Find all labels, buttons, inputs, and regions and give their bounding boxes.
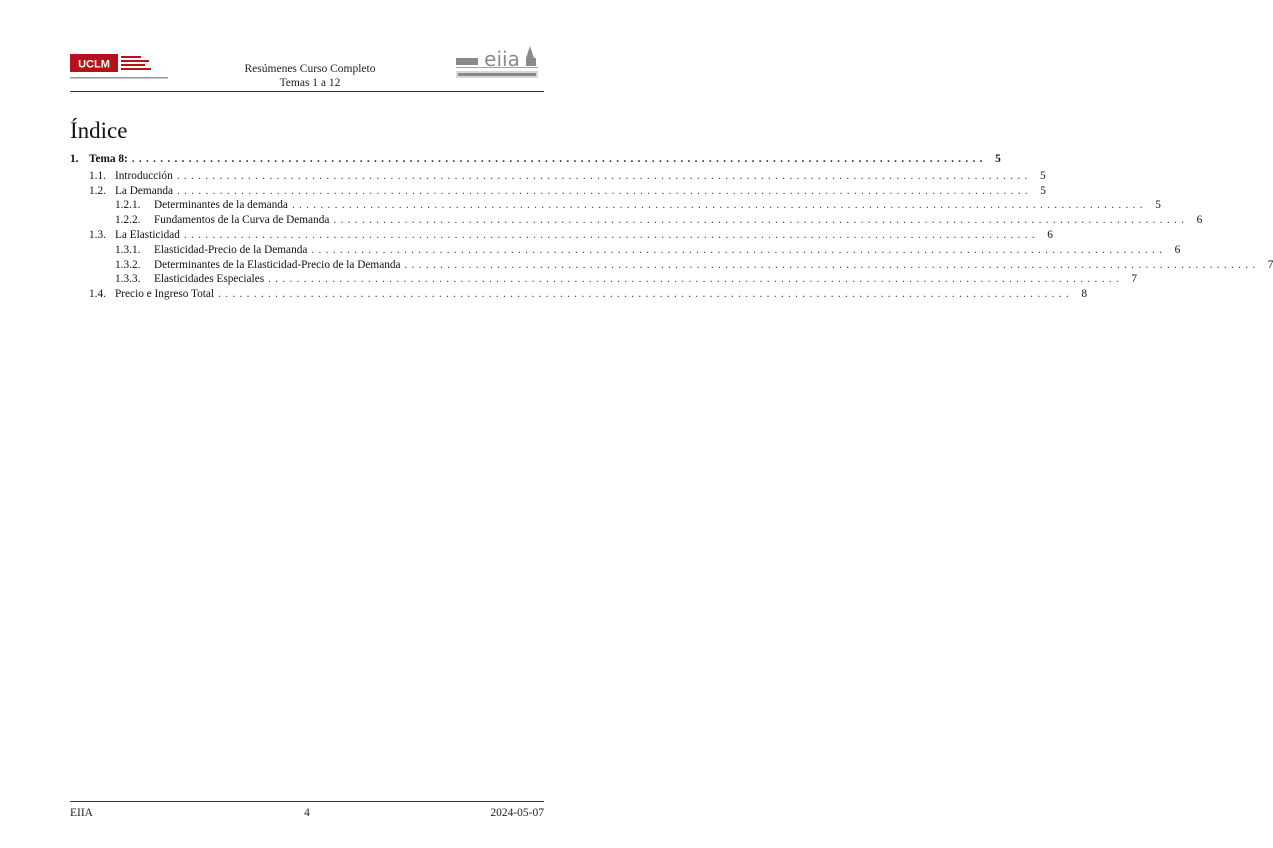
toc-entry-number: 1.4. xyxy=(89,288,106,301)
table-of-contents xyxy=(70,152,1273,302)
toc-entry-number: 1.3.3. xyxy=(115,273,141,286)
toc-entry-determinantes-elasticidad[interactable] xyxy=(70,258,1273,273)
toc-entry-title: Tema 8: xyxy=(89,152,132,167)
toc-entry-page: 7 xyxy=(1131,273,1138,286)
toc-entry-title: Determinantes de la demanda xyxy=(154,198,292,213)
toc-entry-number: 1.1. xyxy=(89,169,106,182)
toc-entry-page: 6 xyxy=(1196,214,1203,227)
toc-entry-page: 5 xyxy=(1155,199,1161,212)
uclm-logo-text: UCLM xyxy=(78,58,110,71)
toc-leader: ........................................................................................................................ xyxy=(311,243,1167,256)
toc-entry-number: 1.3. xyxy=(89,228,106,241)
toc-entry-page: 8 xyxy=(1081,288,1087,301)
toc-entry-elasticidades-especiales[interactable] xyxy=(70,272,1138,287)
toc-entry-title: Fundamentos de la Curva de Demanda xyxy=(154,213,333,228)
toc-entry-title: Elasticidad-Precio de la Demanda xyxy=(154,243,311,258)
toc-entry-fundamentos-curva[interactable] xyxy=(70,213,1203,228)
eiia-logo-text: eiia xyxy=(484,47,520,71)
page-number: 4 xyxy=(304,807,310,819)
toc-entry-la-demanda[interactable] xyxy=(70,184,1046,199)
uclm-logo xyxy=(70,50,170,88)
toc-entry-determinantes-demanda[interactable] xyxy=(70,198,1161,213)
toc-entry-page: 7 xyxy=(1267,258,1273,271)
toc-entry-page: 5 xyxy=(1039,169,1046,182)
toc-leader: ........................................................................................................................ xyxy=(176,169,1032,182)
toc-entry-number: 1.3.1. xyxy=(115,243,141,256)
toc-entry-la-elasticidad[interactable] xyxy=(70,228,1053,243)
toc-leader: ........................................................................................................................ xyxy=(291,199,1147,212)
header-title xyxy=(220,62,400,90)
toc-entry-title: La Elasticidad xyxy=(115,228,184,243)
toc-entry-number: 1.2. xyxy=(89,184,106,197)
header-divider xyxy=(70,91,544,92)
toc-entry-page: 6 xyxy=(1047,228,1053,241)
header-title-line2: Temas 1 a 12 xyxy=(279,77,341,89)
footer-left: EIIA xyxy=(70,807,93,819)
page-header xyxy=(70,44,544,90)
toc-entry-page: 5 xyxy=(995,153,1001,165)
toc-entry-title: La Demanda xyxy=(115,184,177,199)
toc-entry-title: Precio e Ingreso Total xyxy=(115,287,218,302)
toc-entry-page: 5 xyxy=(1040,184,1046,197)
eiia-logo xyxy=(456,44,544,86)
footer-divider xyxy=(70,801,544,802)
toc-leader: ........................................................................................................................ xyxy=(404,258,1260,271)
toc-entry-number: 1.3.2. xyxy=(115,258,141,271)
toc-leader: ........................................................................................................................ xyxy=(218,288,1073,301)
toc-leader: ........................................................................................................................ xyxy=(177,184,1032,197)
toc-heading: Índice xyxy=(70,118,128,143)
toc-leader: ........................................................................................................................ xyxy=(131,153,987,165)
toc-leader: ........................................................................................................................ xyxy=(183,228,1039,241)
toc-entry-tema-8[interactable] xyxy=(70,152,1001,167)
header-title-line1: Resúmenes Curso Completo xyxy=(244,63,376,75)
toc-entry-number: 1. xyxy=(70,153,79,165)
toc-entry-page: 6 xyxy=(1174,243,1181,256)
footer-date: 2024-05-07 xyxy=(490,807,544,819)
toc-entry-number: 1.2.2. xyxy=(115,214,141,227)
toc-leader: ........................................................................................................................ xyxy=(333,214,1189,227)
toc-entry-number: 1.2.1. xyxy=(115,199,141,212)
toc-entry-introduccion[interactable] xyxy=(70,169,1046,184)
toc-entry-precio-ingreso[interactable] xyxy=(70,287,1087,302)
toc-entry-title: Determinantes de la Elasticidad-Precio de la Demanda xyxy=(154,258,405,273)
toc-entry-elasticidad-precio[interactable] xyxy=(70,243,1181,258)
toc-entry-title: Introducción xyxy=(115,169,177,184)
toc-entry-title: Elasticidades Especiales xyxy=(154,272,268,287)
toc-leader: ........................................................................................................................ xyxy=(268,273,1124,286)
